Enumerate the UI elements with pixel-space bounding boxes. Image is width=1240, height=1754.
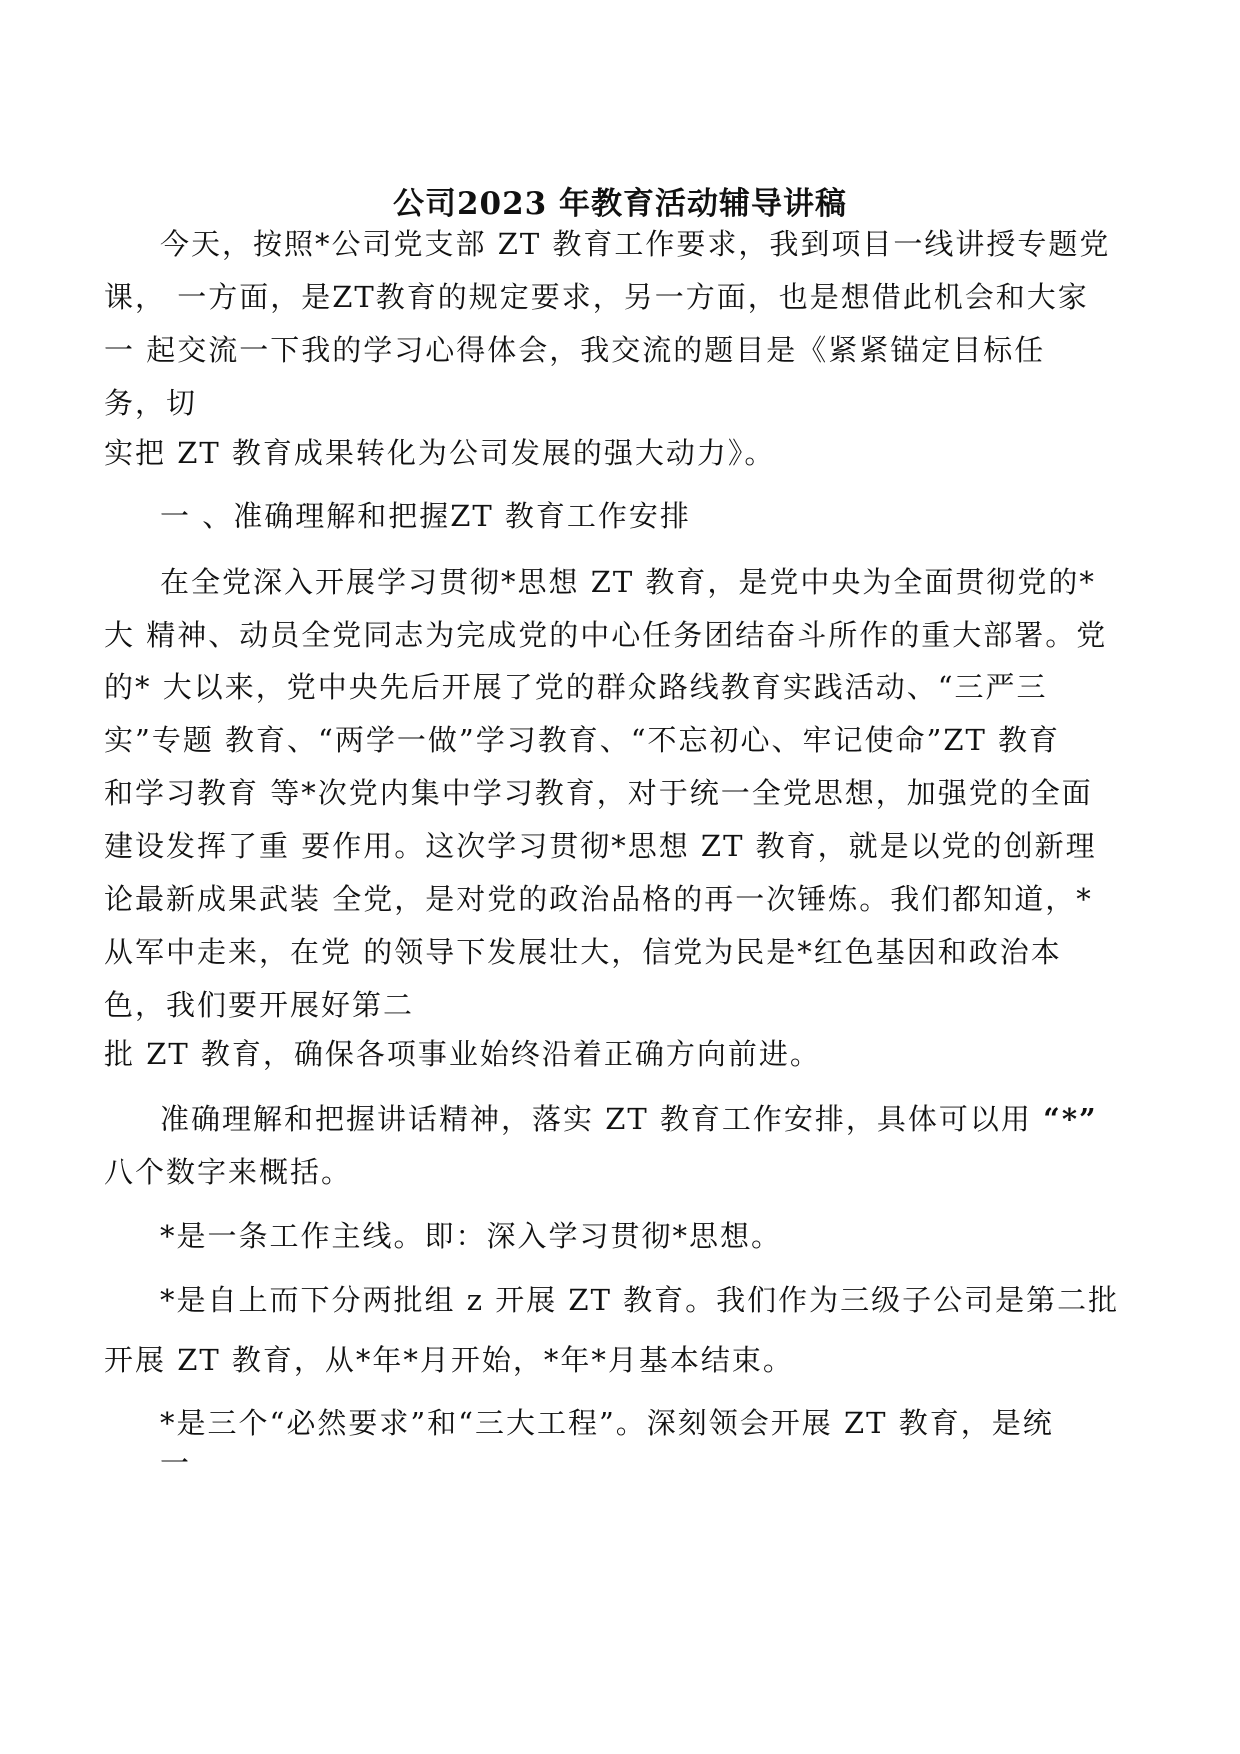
paragraph-line: 课， 一方面，是ZT教育的规定要求，另一方面，也是想借此机会和大家	[104, 280, 1089, 314]
paragraph-line: 批 ZT 教育，确保各项事业始终沿着正确方向前进。	[104, 1037, 821, 1071]
paragraph-line: 的* 大以来，党中央先后开展了党的群众路线教育实践活动、“三严三	[104, 670, 1048, 704]
paragraph-line: *是三个“必然要求”和“三大工程”。深刻领会开展 ZT 教育，是统	[160, 1406, 1054, 1440]
paragraph-line: 和学习教育 等*次党内集中学习教育，对于统一全党思想，加强党的全面	[104, 776, 1093, 810]
quoted-symbol: “*”	[1043, 1102, 1098, 1136]
paragraph-line: 开展 ZT 教育，从*年*月开始，*年*月基本结束。	[104, 1343, 794, 1377]
section-heading: 一 、准确理解和把握ZT 教育工作安排	[160, 499, 691, 533]
paragraph-line: 八个数字来概括。	[104, 1155, 353, 1189]
paragraph-line	[160, 1099, 1098, 1139]
paragraph-line: 一	[160, 1446, 192, 1480]
paragraph-line: 色，我们要开展好第二	[104, 988, 415, 1022]
document-title: 公司2023 年教育活动辅导讲稿	[392, 186, 848, 222]
paragraph-text: 准确理解和把握讲话精神，落实 ZT 教育工作安排，具体可以用	[160, 1102, 1032, 1136]
paragraph-line: 建设发挥了重 要作用。这次学习贯彻*思想 ZT 教育，就是以党的创新理	[104, 829, 1097, 863]
paragraph-line: 论最新成果武装 全党，是对党的政治品格的再一次锤炼。我们都知道，*	[104, 882, 1093, 916]
paragraph-line: 大 精神、动员全党同志为完成党的中心任务团结奋斗所作的重大部署。党	[104, 618, 1108, 652]
paragraph-line: *是自上而下分两批组 z 开展 ZT 教育。我们作为三级子公司是第二批	[160, 1283, 1120, 1317]
paragraph-line: 今天，按照*公司党支部 ZT 教育工作要求，我到项目一线讲授专题党	[160, 227, 1111, 261]
paragraph-line: 在全党深入开展学习贯彻*思想 ZT 教育，是党中央为全面贯彻党的*	[160, 565, 1096, 599]
paragraph-line: 实”专题 教育、“两学一做”学习教育、“不忘初心、牢记使命”ZT 教育	[104, 723, 1061, 757]
paragraph-line: 一 起交流一下我的学习心得体会，我交流的题目是《紧紧锚定目标任	[104, 333, 1046, 367]
paragraph-line: 实把 ZT 教育成果转化为公司发展的强大动力》。	[104, 436, 776, 470]
paragraph-line: 从军中走来，在党 的领导下发展壮大，信党为民是*红色基因和政治本	[104, 935, 1062, 969]
paragraph-line: *是一条工作主线。即：深入学习贯彻*思想。	[160, 1219, 783, 1253]
paragraph-line: 务，切	[104, 386, 198, 420]
